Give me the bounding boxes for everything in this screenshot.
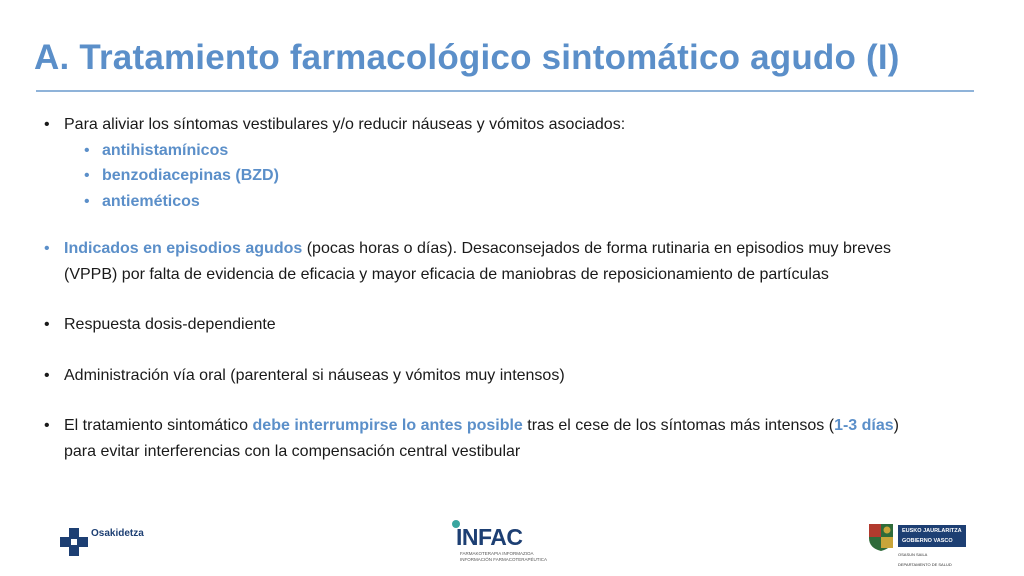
bullet-item: [44, 236, 974, 287]
sub-bullet-text: benzodiacepinas (BZD): [102, 167, 279, 184]
bullet-highlight: 1-3 días: [834, 417, 894, 434]
title-underline: [36, 90, 974, 92]
bullet-icon: •: [44, 240, 50, 257]
bullet-item: [44, 112, 974, 138]
infac-logo: [452, 520, 548, 564]
gv-department-2: DEPARTAMENTO DE SALUD: [898, 562, 952, 567]
bullet-icon: •: [44, 366, 50, 384]
infac-subtitle-2: INFORMACIÓN FARMACOTERAPÉUTICA: [460, 557, 548, 562]
sub-bullet-text: antihistamínicos: [102, 141, 229, 159]
bullet-text: Para aliviar los síntomas vestibulares y/o reducir náuseas y vómitos asociados:: [64, 116, 626, 133]
sub-bullet-text: antieméticos: [102, 192, 200, 210]
bullet-item: [44, 413, 974, 464]
gv-department-1: OSASUN SAILA: [898, 552, 928, 557]
sub-bullet-item: [44, 189, 974, 215]
bullet-highlight: debe interrumpirse lo antes posible: [252, 417, 523, 434]
bullet-text-continued: (VPPB) por falta de evidencia de eficacia y mayor eficacia de maniobras de reposicionamiento de partículas: [64, 265, 829, 283]
bullet-text: ): [893, 417, 899, 434]
bullet-text: El tratamiento sintomático: [64, 417, 253, 434]
bullet-icon: •: [44, 417, 50, 434]
sub-bullet-item: [44, 163, 974, 189]
bullet-text: tras el cese de los síntomas más intensos (: [522, 417, 835, 434]
bullet-text: (pocas horas o días). Desaconsejados de forma rutinaria en episodios muy breves: [302, 240, 892, 257]
slide-content: [44, 112, 974, 464]
gobierno-vasco-logo: [866, 522, 972, 572]
bullet-item: [44, 363, 974, 389]
infac-subtitle-1: FARMAKOTERAPIA INFORMAZIOA: [460, 551, 534, 556]
bullet-item: [44, 312, 974, 338]
bullet-text: Respuesta dosis-dependiente: [64, 316, 276, 333]
bullet-text-continued: para evitar interferencias con la compensación central vestibular: [64, 442, 521, 460]
sub-bullet-item: [44, 138, 974, 164]
gv-line-2: GOBIERNO VASCO: [902, 538, 953, 544]
bullet-highlight: Indicados en episodios agudos: [64, 240, 303, 257]
bullet-icon: •: [44, 116, 50, 133]
osakidetza-cross-icon: [60, 528, 88, 556]
infac-name: INFAC: [456, 524, 523, 550]
osakidetza-name: Osakidetza: [91, 528, 144, 539]
bullet-icon: •: [84, 141, 90, 159]
bullet-icon: •: [84, 167, 90, 184]
bullet-icon: •: [44, 316, 50, 333]
bullet-icon: •: [84, 192, 90, 210]
osakidetza-logo: [60, 524, 170, 558]
gv-band: [898, 525, 966, 547]
gv-line-1: EUSKO JAURLARITZA: [902, 528, 962, 534]
slide-title: A. Tratamiento farmacológico sintomático agudo (I): [34, 38, 900, 77]
coat-of-arms-icon: [866, 522, 896, 552]
bullet-text: Administración vía oral (parenteral si náuseas y vómitos muy intensos): [64, 366, 565, 384]
